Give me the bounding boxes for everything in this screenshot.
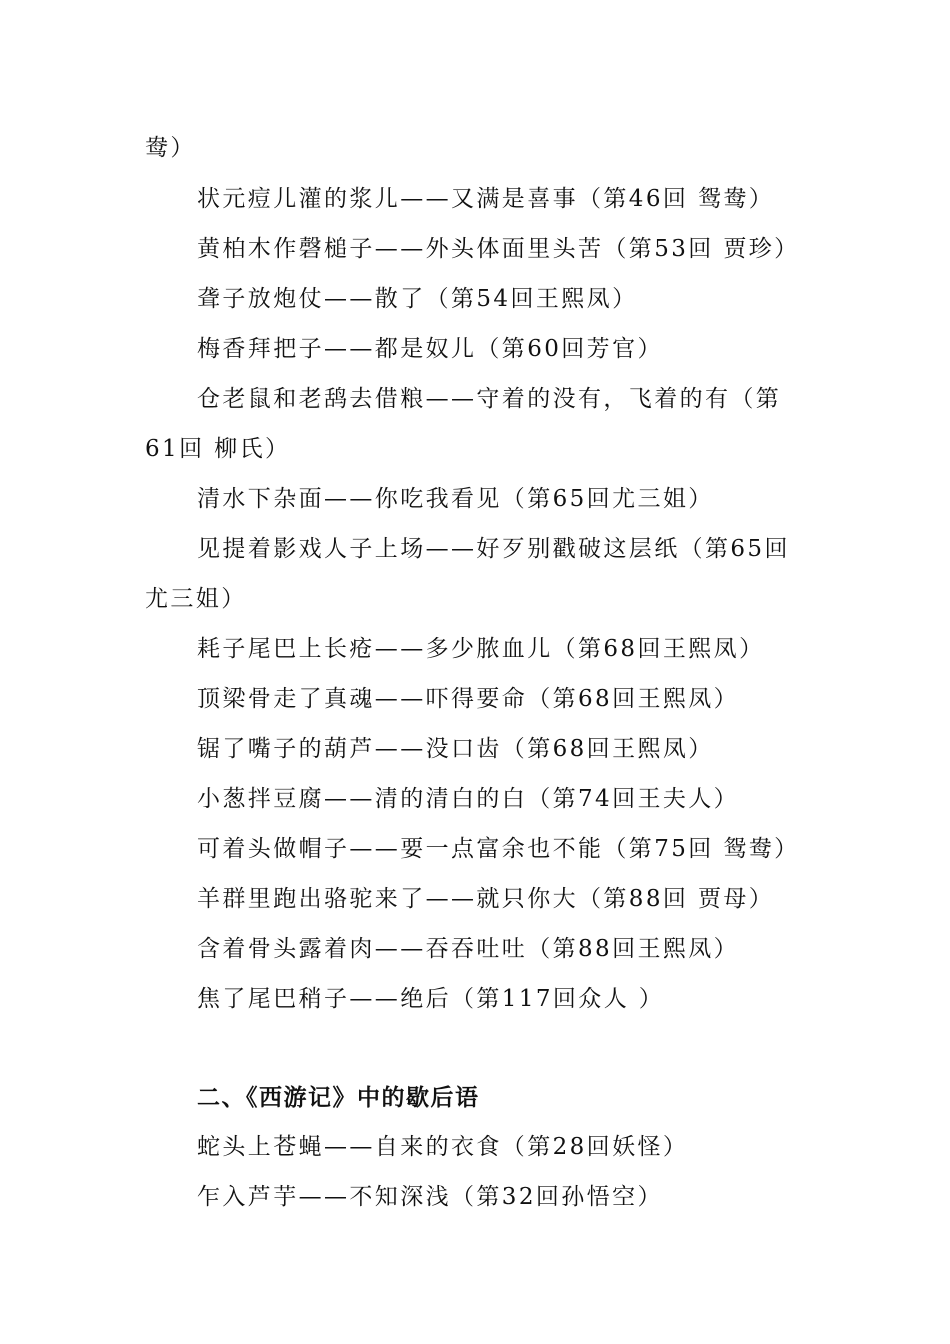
text-line: 聋子放炮仗——散了（第54回王熙凤） <box>197 286 638 312</box>
text-line: 状元痘儿灌的浆儿——又满是喜事（第46回 鸳鸯） <box>197 186 775 212</box>
text-line: 羊群里跑出骆驼来了——就只你大（第88回 贾母） <box>197 886 775 912</box>
text-line: 含着骨头露着肉——吞吞吐吐（第88回王熙凤） <box>197 936 740 962</box>
text-line: 耗子尾巴上长疮——多少脓血儿（第68回王熙凤） <box>197 636 765 662</box>
text-line: 乍入芦芋——不知深浅（第32回孙悟空） <box>197 1184 663 1210</box>
section-heading: 二、《西游记》中的歇后语 <box>197 1085 480 1111</box>
text-line: 尤三姐） <box>145 586 247 612</box>
text-line: 梅香拜把子——都是奴儿（第60回芳官） <box>197 336 663 362</box>
text-line: 焦了尾巴稍子——绝后（第117回众人 ） <box>197 986 665 1012</box>
text-line: 顶梁骨走了真魂——吓得要命（第68回王熙凤） <box>197 686 740 712</box>
text-line: 仓老鼠和老鸹去借粮——守着的没有，飞着的有（第 <box>197 386 782 412</box>
text-line: 蛇头上苍蝇——自来的衣食（第28回妖怪） <box>197 1134 689 1160</box>
text-line: 锯了嘴子的葫芦——没口齿（第68回王熙凤） <box>197 736 714 762</box>
text-line: 清水下杂面——你吃我看见（第65回尤三姐） <box>197 486 714 512</box>
text-line: 鸯） <box>145 135 196 161</box>
text-line: 小葱拌豆腐——清的清白的白（第74回王夫人） <box>197 786 740 812</box>
text-line: 见提着影戏人子上场——好歹别戳破这层纸（第65回 <box>197 536 790 562</box>
text-line: 可着头做帽子——要一点富余也不能（第75回 鸳鸯） <box>197 836 800 862</box>
text-line: 黄柏木作磬槌子——外头体面里头苦（第53回 贾珍） <box>197 236 800 262</box>
text-line: 61回 柳氏） <box>145 436 291 462</box>
